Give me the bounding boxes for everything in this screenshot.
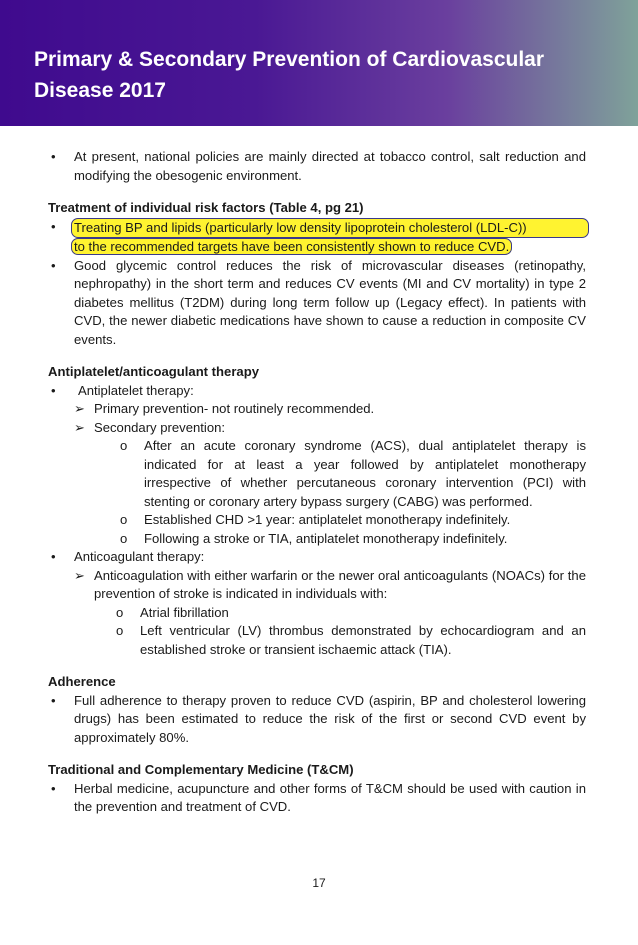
risk-factors-section bbox=[48, 199, 586, 349]
adherence-section bbox=[48, 673, 586, 747]
intro-text: At present, national policies are mainly directed at tobacco control, salt reduction and modifying the obesogenic environment. bbox=[74, 149, 586, 183]
list-item bbox=[120, 530, 586, 549]
acs-text: After an acute coronary syndrome (ACS), dual antiplatelet therapy is indicated for at least a year followed by antiplatelet monotherapy irrespective of whether percutaneous coronary intervention (PCI) with stenting or coronary artery bypass surgery (CABG) was performed. bbox=[144, 438, 586, 509]
list-item bbox=[48, 692, 586, 748]
chd-text: Established CHD >1 year: antiplatelet monotherapy indefinitely. bbox=[144, 512, 511, 527]
list-item bbox=[48, 148, 586, 185]
list-item bbox=[48, 548, 586, 567]
bullet-marker: • bbox=[51, 218, 56, 234]
bullet-marker: • bbox=[51, 382, 56, 398]
arrow-bullet-icon: ➢ bbox=[74, 567, 85, 583]
circle-bullet-icon: o bbox=[120, 530, 128, 546]
af-text: Atrial fibrillation bbox=[140, 604, 229, 620]
primary-prevention-text: Primary prevention- not routinely recommended. bbox=[94, 401, 375, 416]
circle-bullet-icon: o bbox=[120, 512, 128, 527]
highlighted-text bbox=[74, 218, 586, 257]
intro-section bbox=[48, 148, 586, 185]
title-line-2: Disease 2017 bbox=[34, 79, 166, 102]
anticoagulation-text: Anticoagulation with either warfarin or the newer oral anticoagulants (NOACs) for the prevention of stroke is indicated in individuals with: bbox=[94, 567, 586, 601]
list-item bbox=[74, 400, 586, 419]
list-item bbox=[48, 218, 586, 257]
list-item bbox=[116, 622, 586, 659]
tcm-heading: Traditional and Complementary Medicine (T&CM) bbox=[48, 762, 354, 777]
list-item bbox=[116, 604, 586, 623]
highlight-line: to the recommended targets have been consistently shown to reduce CVD. bbox=[71, 238, 512, 255]
bullet-marker: • bbox=[51, 692, 56, 708]
circle-bullet-icon: o bbox=[120, 438, 128, 453]
list-item bbox=[74, 419, 586, 438]
circle-bullet-icon: o bbox=[116, 604, 124, 620]
title-line-1: Primary & Secondary Prevention of Cardiovascular bbox=[34, 48, 545, 71]
list-item bbox=[120, 511, 586, 530]
page-title bbox=[34, 44, 614, 106]
stroke-text: Following a stroke or TIA, antiplatelet monotherapy indefinitely. bbox=[144, 530, 508, 546]
list-item bbox=[74, 567, 586, 604]
list-item bbox=[48, 257, 586, 350]
document-body bbox=[48, 148, 586, 831]
lv-thrombus-text: Left ventricular (LV) thrombus demonstrated by echocardiogram and an established stroke or transient ischaemic attack (TIA). bbox=[140, 623, 586, 657]
adherence-text: Full adherence to therapy proven to reduce CVD (aspirin, BP and cholesterol lowering drugs) has been estimated to reduce the risk of the first or second CVD event by approximately 80%. bbox=[74, 692, 586, 745]
list-item bbox=[120, 437, 586, 511]
antiplatelet-section bbox=[48, 363, 586, 659]
antiplatelet-heading: Antiplatelet/anticoagulant therapy bbox=[48, 364, 259, 379]
circle-bullet-icon: o bbox=[116, 623, 124, 638]
arrow-bullet-icon: ➢ bbox=[74, 419, 85, 435]
page-number: 17 bbox=[312, 876, 326, 890]
highlight-line: Treating BP and lipids (particularly low density lipoprotein cholesterol (LDL-C)) bbox=[71, 218, 589, 239]
tcm-text: Herbal medicine, acupuncture and other forms of T&CM should be used with caution in the prevention and treatment of CVD. bbox=[74, 780, 586, 814]
bullet-marker: • bbox=[51, 549, 56, 564]
header-banner bbox=[0, 0, 638, 126]
bullet-marker: • bbox=[51, 257, 56, 273]
bullet-marker: • bbox=[51, 149, 56, 164]
risk-factors-heading: Treatment of individual risk factors (Table 4, pg 21) bbox=[48, 200, 364, 215]
adherence-heading: Adherence bbox=[48, 674, 116, 689]
glycemic-text: Good glycemic control reduces the risk of microvascular diseases (retinopathy, nephropathy) in the short term and reduces CV events (MI and CV mortality) in type 2 diabetes mellitus (T2DM) during long term follow up (Legacy effect). In patients with CVD, the newer diabetic medications have shown to cause a reduction in composite CV events. bbox=[74, 257, 586, 347]
tcm-section bbox=[48, 761, 586, 817]
bullet-marker: • bbox=[51, 780, 56, 796]
antiplatelet-label: Antiplatelet therapy: bbox=[78, 382, 194, 398]
arrow-bullet-icon: ➢ bbox=[74, 401, 85, 416]
list-item bbox=[48, 382, 586, 401]
list-item bbox=[48, 780, 586, 817]
secondary-prevention-text: Secondary prevention: bbox=[94, 419, 226, 435]
anticoagulant-label: Anticoagulant therapy: bbox=[74, 549, 205, 564]
